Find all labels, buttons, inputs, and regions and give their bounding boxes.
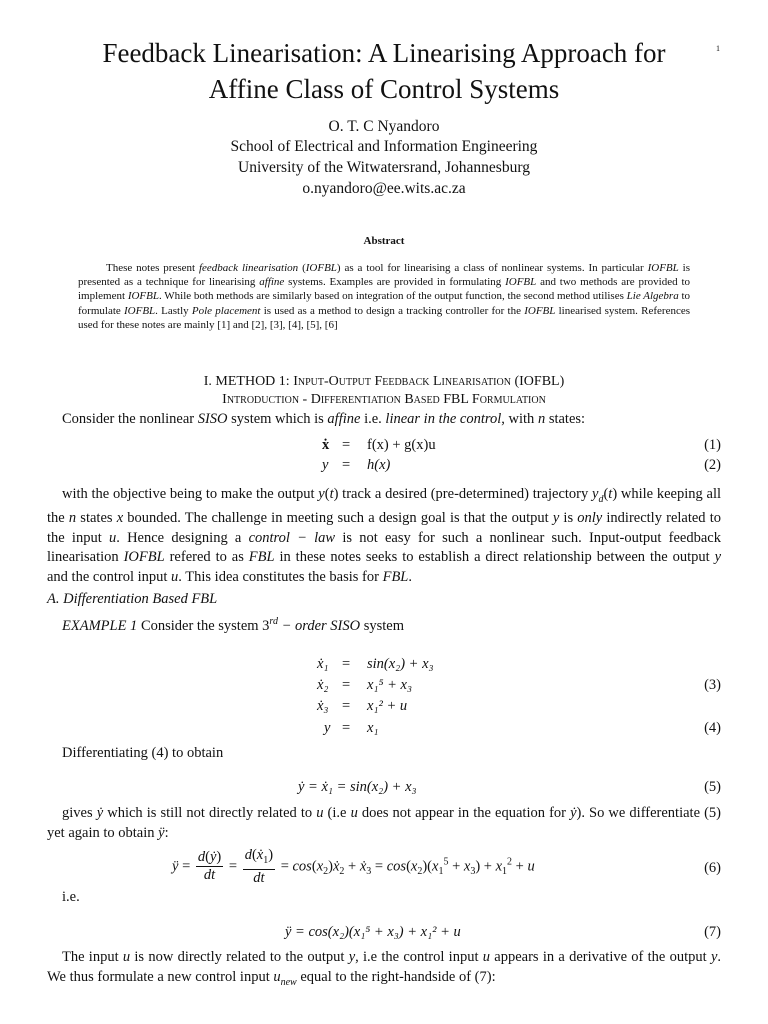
author-email: o.nyandoro@ee.wits.ac.za [302,180,466,197]
example-intro: EXAMPLE 1 Consider the system 3rd − order SISO system [62,616,405,634]
differentiating-text: Differentiating (4) to obtain [62,745,224,761]
equation-number: (5) [704,779,721,795]
intro-paragraph: Consider the nonlinear SISO system which is affine i.e. linear in the control, with n states: [62,411,586,427]
affiliation-school: School of Electrical and Information Engineering [230,138,538,155]
equation-4: y = x₁ (4) [324,720,721,736]
closing-paragraph: The input u is now directly related to the output y, i.e the control input u appears in a derivative of the output y. We thus formulate a new control input $u_{new}$ equal to the right-handside of (7): [47,949,722,988]
paper-title-line1: Feedback Linearisation: A Linearising Approach for [102,38,666,68]
gives-paragraph: gives ẏ which is still not directly related to u (i.e u does not appear in the equation for ẏ). So we differentiate (5) yet again to obtain ÿ: [47,805,722,841]
objective-paragraph: with the objective being to make the output y(t) track a desired (pre-determined) trajectory $y_d(t)$ while keeping all the n states x bounded. The challenge in meeting such a design goal is that the output y is only indirectly related to the input u. Hence designing a control − law is not easy for such a nonlinear such. Input-output feedback linearisation IOFBL refered to as FBL in these notes seeks to establish a direct relationship between the output y and the control input u. This idea constitutes the basis for FBL. [47,486,721,585]
equation-number: (1) [704,437,721,453]
title-footnote-marker: 1 [716,44,720,53]
equation-7: ÿ = cos(x₂)(x₁⁵ + x₃) + x₁² + u (7) [285,924,721,940]
equation-6: ÿ = $\frac{\text{d(ẏ)}}{dt}$ = $\frac{d(ẋ_1)}{dt}$ = $\cos(x_2)ẋ_2$ + ẋ$_3$ = $\cos(x_2)(x_1^5 + x_3) + x_1^2 + u$ [172,847,535,886]
equation-number: (3) [704,677,721,693]
abstract-heading: Abstract [363,235,405,247]
author-name: O. T. C Nyandoro [328,118,440,135]
section-heading: I. METHOD 1: Input-Output Feedback Linearisation (IOFBL) [203,374,565,389]
section-subheading: Introduction - Differentiation Based FBL Formulation [222,392,546,407]
equation-number: (4) [704,720,721,736]
paper-title-line2: Affine Class of Control Systems [208,74,560,104]
subsection-heading: A. Differentiation Based FBL [47,591,218,607]
equation-1: ẋ = f(x) + g(x)u (1) [322,437,721,453]
abstract-body: These notes present feedback linearisation (IOFBL) as a tool for linearising a class of nonlinear systems. In particular IOFBL is presented as a technique for linearising affine systems. Examples are provided in formulating IOFBL and two methods are provided to implement IOFBL. While both methods are similarly based on integration of the output function, the second method utilises Lie Algebra to formulate IOFBL. Lastly Pole placement is used as a method to design a tracking controller for the IOFBL linearised system. References used for these notes are mainly [1] and [2], [3], [4], [5], [6] [78,262,691,331]
ie-text: i.e. [62,889,80,905]
equation-number-6: (6) [704,860,721,876]
equation-number: (7) [704,924,721,940]
equation-3c: ẋ₃ = x₁² + u [317,698,408,714]
equation-5: ẏ = ẋ₁ = sin(x₂) + x₃ (5) [298,779,721,795]
equation-number: (2) [704,457,721,473]
equation-2: y = h(x) (2) [322,457,721,473]
affiliation-university: University of the Witwatersrand, Johannesburg [238,159,530,176]
equation-3b: ẋ₂ = x₁⁵ + x₃ (3) [317,677,721,693]
equation-3a: ẋ₁ = sin(x₂) + x₃ [317,656,434,672]
